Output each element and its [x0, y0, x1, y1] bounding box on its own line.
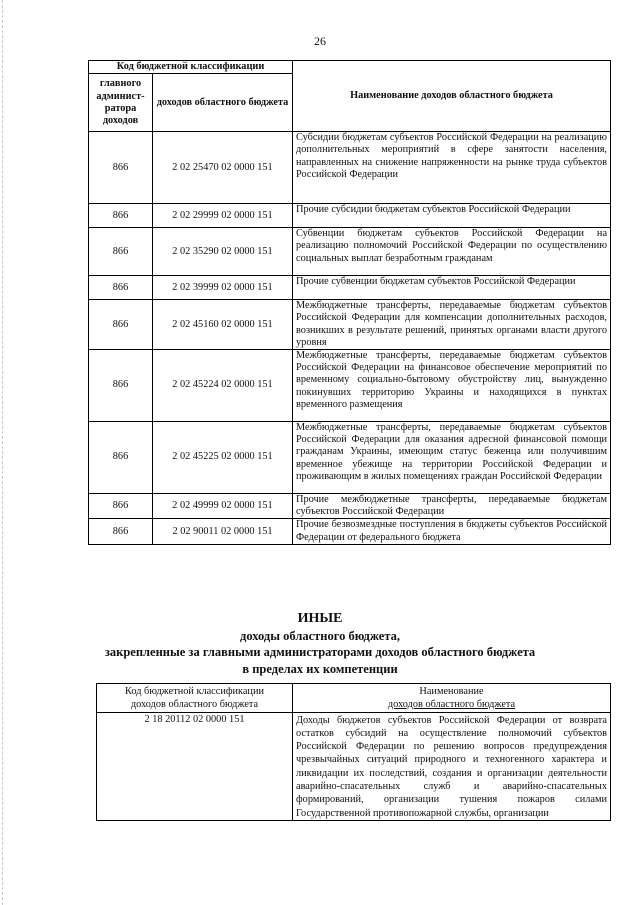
admin-code-cell: 866 — [89, 276, 153, 300]
other-revenue-table-body — [97, 712, 611, 820]
revenue-code-cell: 2 02 45225 02 0000 151 — [153, 422, 293, 494]
revenue-code-cell: 2 02 45224 02 0000 151 — [153, 350, 293, 422]
revenue-name-cell: Межбюджетные трансферты, передаваемые бюджетам субъектов Российской Федерации для оказания адресной финансовой помощи гражданам Украины, имеющим статус беженца или получившим временное убежище на территории Российской Федерации и проживающим в жилых помещениях граждан Российской Федерации — [293, 422, 611, 494]
revenue-code-cell: 2 02 25470 02 0000 151 — [153, 132, 293, 204]
header-revenue-name: Наименование доходов областного бюджета — [293, 61, 611, 132]
revenue-code-cell: 2 02 45160 02 0000 151 — [153, 300, 293, 350]
table-row — [89, 132, 611, 204]
table-row — [89, 494, 611, 519]
header-name-line-1: Наименование — [419, 686, 484, 697]
section-heading — [0, 611, 640, 677]
scan-edge-line — [2, 0, 3, 905]
revenue-name-cell: Прочие субсидии бюджетам субъектов Российской Федерации — [293, 204, 611, 228]
section-subtitle-line-1: доходы областного бюджета, — [240, 628, 400, 643]
revenue-code-cell: 2 02 90011 02 0000 151 — [153, 519, 293, 544]
admin-code-cell: 866 — [89, 204, 153, 228]
table-row — [89, 204, 611, 228]
admin-code-cell: 866 — [89, 350, 153, 422]
revenue-name-cell: Прочие субвенции бюджетам субъектов Российской Федерации — [293, 276, 611, 300]
other-revenue-table — [96, 683, 611, 821]
table-row — [89, 422, 611, 494]
section-title: ИНЫЕ — [297, 611, 343, 626]
header-budget-revenue-code: доходов областного бюджета — [153, 74, 293, 132]
revenue-name-cell: Прочие межбюджетные трансферты, передаваемые бюджетам субъектов Российской Федерации — [293, 494, 611, 519]
revenue-name-cell: Субсидии бюджетам субъектов Российской Федерации на реализацию дополнительных мероприятий в сфере занятости населения, направленных на снижение напряженности на рынке труда субъектов Российской Федерации — [293, 132, 611, 204]
revenue-name-cell: Межбюджетные трансферты, передаваемые бюджетам субъектов Российской Федерации для компенсации дополнительных расходов, возникших в результате решений, принятых органами власти другого уровня — [293, 300, 611, 350]
table-row — [97, 712, 611, 820]
admin-code-cell: 866 — [89, 300, 153, 350]
header-code-line-1: Код бюджетной классификации — [125, 686, 264, 697]
admin-code-cell: 866 — [89, 422, 153, 494]
table-row — [89, 300, 611, 350]
admin-code-cell: 866 — [89, 132, 153, 204]
admin-code-cell: 866 — [89, 519, 153, 544]
table-row — [89, 519, 611, 544]
header-code-line-2: доходов областного бюджета — [130, 699, 259, 711]
revenue-table-body — [89, 132, 611, 545]
header-code — [97, 684, 293, 713]
header-chief-administrator: главного админист-ратора доходов — [89, 74, 153, 132]
header-name — [293, 684, 611, 713]
revenue-code-cell: 2 02 29999 02 0000 151 — [153, 204, 293, 228]
table-row — [89, 350, 611, 422]
table-row — [89, 276, 611, 300]
table-row — [89, 228, 611, 276]
revenue-name-cell: Прочие безвозмездные поступления в бюджеты субъектов Российской Федерации от федерального бюджета — [293, 519, 611, 544]
admin-code-cell: 866 — [89, 494, 153, 519]
header-classification-code: Код бюджетной классификации — [89, 61, 293, 74]
revenue-code-cell: 2 18 20112 02 0000 151 — [97, 712, 293, 820]
revenue-name-cell: Межбюджетные трансферты, передаваемые бюджетам субъектов Российской Федерации на финансовое обеспечение мероприятий по временному социально-бытовому обустройству лиц, вынужденно покинувших территорию Украины и находящихся в пунктах временного размещения — [293, 350, 611, 422]
section-subtitle-line-2: закрепленные за главными администраторами доходов областного бюджета — [104, 645, 536, 659]
revenue-table — [88, 60, 611, 545]
revenue-code-cell: 2 02 39999 02 0000 151 — [153, 276, 293, 300]
revenue-code-cell: 2 02 35290 02 0000 151 — [153, 228, 293, 276]
section-subtitle-line-3: в пределах их компетенции — [242, 661, 398, 676]
revenue-name-cell: Субвенции бюджетам субъектов Российской Федерации на реализацию полномочий Российской Федерации по осуществлению социальных выплат безработным гражданам — [293, 228, 611, 276]
revenue-name-cell: Доходы бюджетов субъектов Российской Федерации от возврата остатков субсидий на осуществление полномочий субъектов Российской Федерации по решению вопросов предупреждения чрезвычайных ситуаций природного и техногенного характера и ликвидации их последствий, создания и организации деятельности аварийно-спасательных служб и аварийно-спасательных формирований, организации тушения пожаров силами Государственной противопожарной службы, организации — [293, 712, 611, 820]
header-name-line-2: доходов областного бюджета — [387, 699, 516, 711]
revenue-code-cell: 2 02 49999 02 0000 151 — [153, 494, 293, 519]
page-number: 26 — [314, 34, 326, 48]
admin-code-cell: 866 — [89, 228, 153, 276]
